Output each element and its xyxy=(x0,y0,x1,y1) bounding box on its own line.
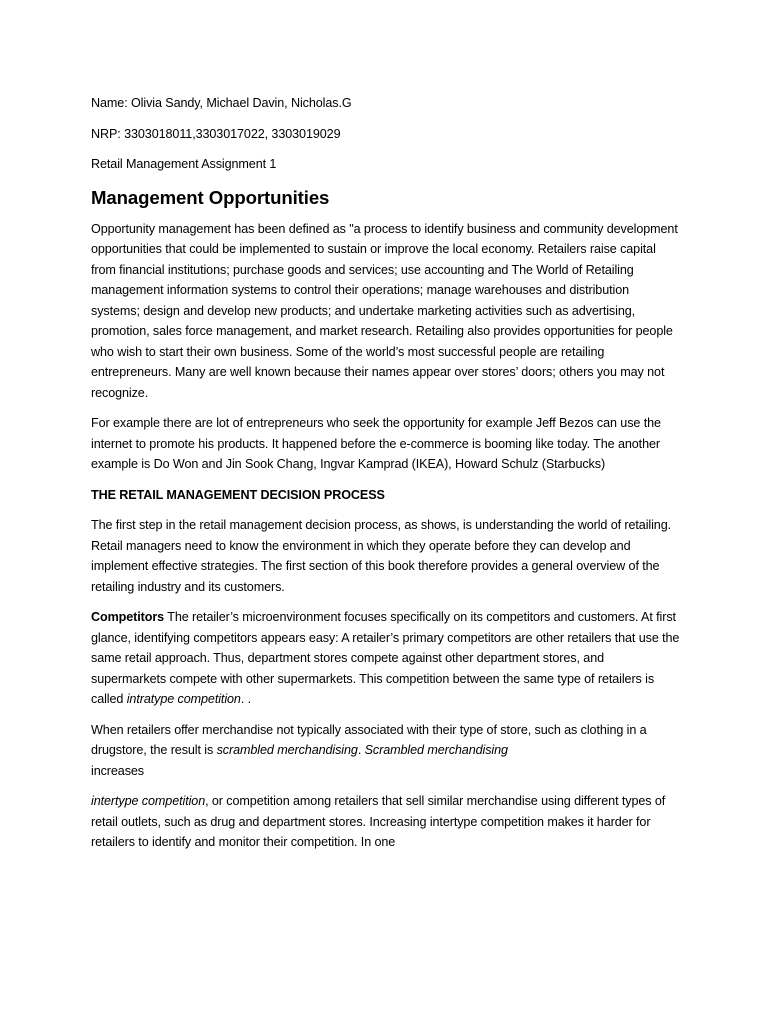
scrambled-mid: . xyxy=(357,743,365,757)
paragraph-entrepreneur-examples: For example there are lot of entrepreneurs who seek the opportunity for example Jeff Bezos can use the internet to promote his products. It happened before the e-commerce is booming like today. The another example is Do Won and Jin Sook Chang, Ingvar Kamprad (IKEA), Howard Schulz (Starbucks) xyxy=(91,416,661,471)
paragraph-opportunity-definition: Opportunity management has been defined as "a process to identify business and community development opportunities that could be implemented to sustain or improve the local economy. Retailers raise capital from financial institutions; purchase goods and services; use accounting and The World of Retailing management information systems to control their operations; manage warehouses and distribution systems; design and develop new products; and undertake marketing activities such as advertising, promotion, sales force management, and market research. Retailing also provides opportunities for people who wish to start their own business. Some of the world’s most successful people are retailing entrepreneurs. Many are well known because their names appear over stores’ doors; others you may not recognize. xyxy=(91,221,678,400)
competitors-text: The retailer’s microenvironment focuses specifically on its competitors and customers. At first glance, identifying competitors appears easy: A retailer’s primary competitors are other retailers that use the same retail approach. Thus, department stores compete against other department stores, and supermarkets compete with other supermarkets. This competition between the same type of retailers is called xyxy=(91,610,680,706)
section-heading: THE RETAIL MANAGEMENT DECISION PROCESS xyxy=(91,487,385,502)
competitors-tail: . . xyxy=(240,692,252,706)
paragraph-intertype-competition xyxy=(91,791,681,853)
scrambled-term-2: Scrambled merchandising xyxy=(364,743,508,757)
intertype-text: , or competition among retailers that sell similar merchandise using different types of retail outlets, such as drug and department stores. Increasing intertype competition makes it harder for retailers to identify and monitor their competition. In one xyxy=(91,794,666,849)
scrambled-term-1: scrambled merchandising xyxy=(216,743,358,757)
paragraph-competitors xyxy=(91,607,681,710)
paragraph-scrambled-merchandising xyxy=(91,720,681,782)
nrp-numbers: NRP: 3303018011,3303017022, 3303019029 xyxy=(91,126,341,141)
assignment-title: Retail Management Assignment 1 xyxy=(91,157,277,171)
page-title: Management Opportunities xyxy=(91,186,330,208)
competitors-label: Competitors xyxy=(91,610,165,624)
scrambled-text: When retailers offer merchandise not typically associated with their type of store, such as clothing in a drugstore, the result is xyxy=(91,722,647,757)
scrambled-tail: increases xyxy=(91,763,144,778)
paragraph-decision-process: The first step in the retail management decision process, as shows, is understanding the world of retailing. Retail managers need to know the environment in which they operate before they can develop and implement effective strategies. The first section of this book therefore provides a general overview of the retailing industry and its customers. xyxy=(91,518,672,594)
author-names: Name: Olivia Sandy, Michael Davin, Nicholas.G xyxy=(91,96,352,110)
document-body xyxy=(91,93,681,863)
intratype-term: intratype competition xyxy=(126,692,241,706)
intertype-term: intertype competition xyxy=(91,794,206,808)
